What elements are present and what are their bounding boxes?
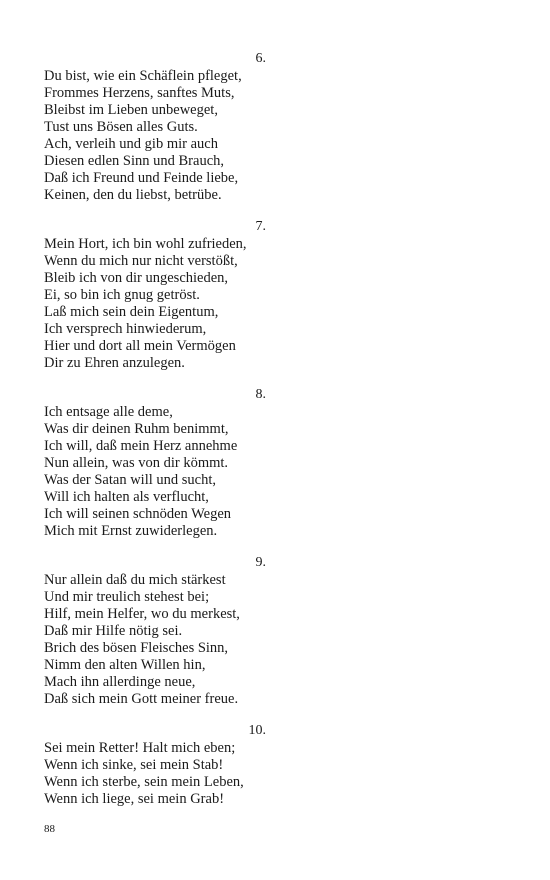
verse-line: Bleib ich von dir ungeschieden, [44, 270, 229, 286]
stanza-8 [44, 387, 266, 540]
verse-line: Ich will, daß mein Herz annehme [44, 438, 238, 454]
verse-line: Ich versprech hinwiederum, [44, 321, 207, 337]
stanza-number: 8. [255, 387, 266, 402]
verse-line: Diesen edlen Sinn und Brauch, [44, 153, 225, 169]
stanza-9 [44, 555, 266, 708]
verse-line: Ich will seinen schnöden Wegen [44, 506, 232, 522]
verse-line: Mich mit Ernst zuwiderlegen. [44, 523, 218, 539]
verse-line: Und mir treulich stehest bei; [44, 589, 210, 605]
verse-line: Daß sich mein Gott meiner freue. [44, 691, 239, 707]
verse-line: Daß ich Freund und Feinde liebe, [44, 170, 239, 186]
verse-line: Mein Hort, ich bin wohl zufrieden, [44, 236, 247, 252]
verse-line: Dir zu Ehren anzulegen. [44, 355, 185, 371]
verse-line: Was dir deinen Ruhm benimmt, [44, 421, 229, 437]
verse-line: Wenn ich liege, sei mein Grab! [44, 791, 225, 807]
verse-line: Daß mir Hilfe nötig sei. [44, 623, 183, 639]
verse-line: Bleibst im Lieben unbeweget, [44, 102, 218, 118]
verse-line: Wenn du mich nur nicht verstößt, [44, 253, 238, 269]
verse-line: Ach, verleih und gib mir auch [44, 136, 218, 152]
verse-line: Hier und dort all mein Vermögen [44, 338, 236, 354]
verse-line: Keinen, den du liebst, betrübe. [44, 187, 222, 203]
verse-line: Sei mein Retter! Halt mich eben; [44, 740, 236, 756]
verse-line: Will ich halten als verflucht, [44, 489, 209, 505]
verse-line: Nur allein daß du mich stärkest [44, 572, 226, 588]
verse-line: Du bist, wie ein Schäflein pfleget, [44, 68, 242, 84]
verse-line: Laß mich sein dein Eigentum, [44, 304, 219, 320]
stanza-6 [44, 51, 266, 204]
stanza-number: 10. [248, 723, 266, 738]
verse-line: Was der Satan will und sucht, [44, 472, 216, 488]
verse-line: Wenn ich sterbe, sein mein Leben, [44, 774, 244, 790]
stanza-10 [44, 723, 266, 808]
verse-line: Ich entsage alle deme, [44, 404, 173, 420]
verse-line: Tust uns Bösen alles Guts. [44, 119, 198, 135]
verse-line: Wenn ich sinke, sei mein Stab! [44, 757, 224, 773]
verse-line: Ei, so bin ich gnug getröst. [44, 287, 200, 303]
verse-line: Nimm den alten Willen hin, [44, 657, 206, 673]
verse-line: Mach ihn allerdinge neue, [44, 674, 196, 690]
stanza-number: 9. [255, 555, 266, 570]
verse-line: Nun allein, was von dir kömmt. [44, 455, 229, 471]
stanza-7 [44, 219, 266, 372]
stanza-number: 7. [255, 219, 266, 234]
verse-line: Hilf, mein Helfer, wo du merkest, [44, 606, 240, 622]
page-number: 88 [44, 823, 55, 835]
stanza-number: 6. [255, 51, 266, 66]
verse-line: Frommes Herzens, sanftes Muts, [44, 85, 235, 101]
verse-line: Brich des bösen Fleisches Sinn, [44, 640, 229, 656]
